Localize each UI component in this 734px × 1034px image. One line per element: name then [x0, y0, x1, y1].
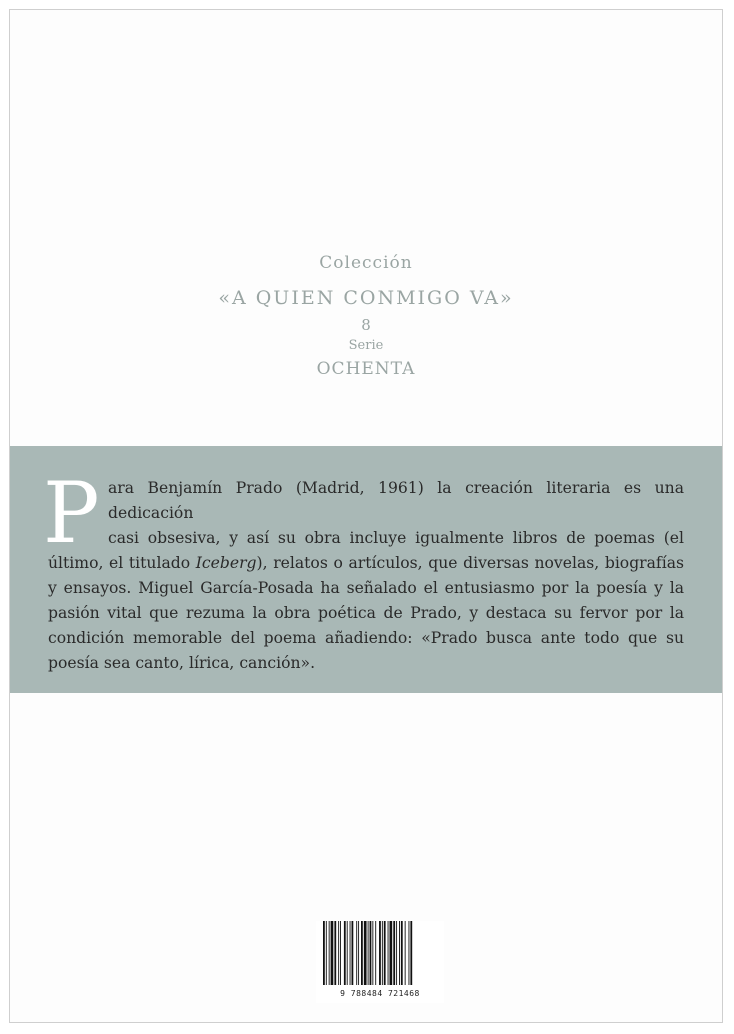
- barcode-bar: [329, 921, 330, 985]
- barcode-bar: [410, 921, 412, 985]
- barcode-bar: [375, 921, 376, 985]
- barcode-bar: [390, 921, 393, 985]
- barcode-bar: [379, 921, 381, 985]
- barcode-bar: [358, 921, 359, 985]
- blurb-body-start: casi obsesiva, y así su obra incluye igualmente libros de poemas (el último, el titulado: [48, 529, 684, 572]
- barcode-bar: [399, 921, 400, 985]
- barcode-bar: [370, 921, 372, 985]
- blurb-text: [48, 476, 684, 676]
- barcode-bar: [326, 921, 327, 985]
- barcode-bar: [372, 921, 373, 985]
- barcode-bar: [340, 921, 341, 985]
- barcode-bar: [364, 921, 367, 985]
- barcode-bars: [321, 921, 439, 987]
- barcode-bar: [323, 921, 325, 985]
- barcode-bar: [350, 921, 351, 985]
- drop-cap: P: [43, 464, 100, 562]
- series-name: OCHENTA: [316, 359, 416, 379]
- barcode-digits: 9 788484 721468: [340, 989, 420, 998]
- blurb-body-end: ), relatos o artículos, que diversas novelas, biografías y ensayos. Miguel García-Posada ha señalado el entusiasmo por la poesía y la pasión vital que rezuma la obra poética de Prado, y destaca su fervor por la condición memorable del poema añadiendo: «Prado busca ante todo que su poesía sea canto, lírica, canción».: [48, 554, 684, 672]
- barcode-bar: [352, 921, 354, 985]
- book-back-cover: [9, 9, 723, 1023]
- barcode-bar: [409, 921, 410, 985]
- barcode-bar: [361, 921, 363, 985]
- barcode-bar: [331, 921, 334, 985]
- barcode-bar: [382, 921, 383, 985]
- collection-name: «A QUIEN CONMIGO VA»: [218, 287, 514, 309]
- collection-block: [10, 252, 722, 380]
- barcode-bar: [347, 921, 348, 985]
- series-label: Serie: [348, 338, 384, 353]
- collection-label: Colección: [319, 253, 413, 273]
- barcode-bar: [388, 921, 389, 985]
- barcode-bar: [405, 921, 406, 985]
- book-title-italic: Iceberg: [195, 554, 257, 572]
- barcode-bar: [368, 921, 369, 985]
- barcode-bar: [334, 921, 336, 985]
- barcode-bar: [356, 921, 357, 985]
- barcode-bar: [338, 921, 339, 985]
- isbn-barcode: [316, 921, 444, 1003]
- barcode-bar: [384, 921, 386, 985]
- barcode-bar: [344, 921, 346, 985]
- blurb-first-line: ara Benjamín Prado (Madrid, 1961) la creación literaria es una dedicación: [108, 479, 684, 522]
- collection-number: 8: [361, 316, 371, 334]
- barcode-bar: [393, 921, 395, 985]
- barcode-bar: [401, 921, 403, 985]
- blurb-band: [10, 446, 722, 693]
- barcode-bar: [396, 921, 397, 985]
